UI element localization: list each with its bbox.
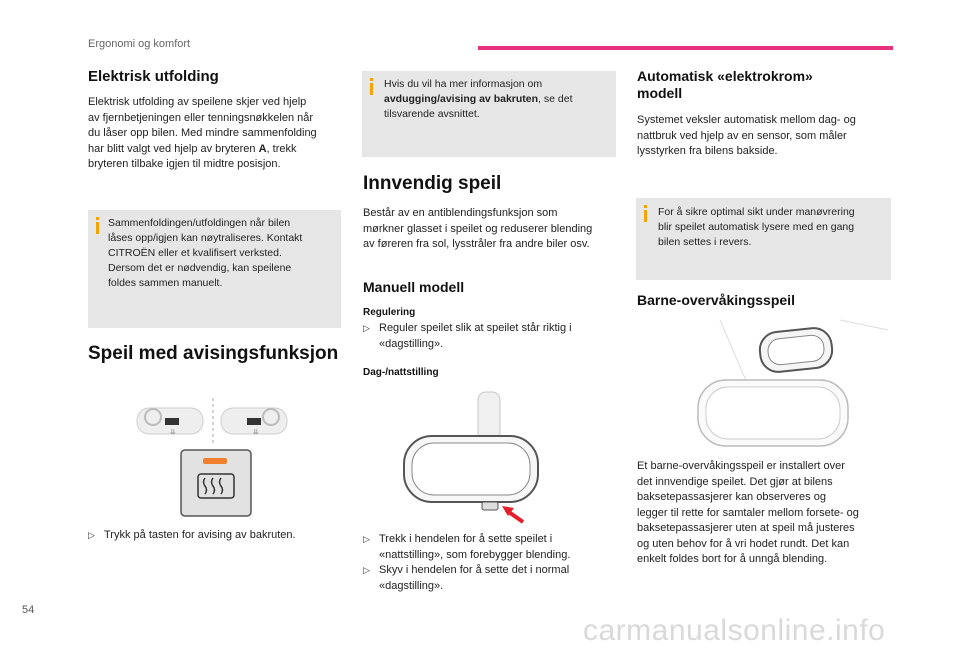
- page-number: 54: [22, 604, 35, 616]
- note-line: avdugging/avising av bakruten, se det: [384, 93, 573, 105]
- switch-a-label: A: [258, 142, 267, 155]
- text-line: Består av en antiblendingsfunksjon som: [363, 207, 558, 219]
- arrow-bullet-icon: ▷: [363, 534, 370, 544]
- child-mirror-illustration: [690, 320, 890, 450]
- note-box-folding: [88, 210, 341, 328]
- heading-innvendig-speil: Innvendig speil: [363, 173, 502, 194]
- label-regulering: Regulering: [363, 307, 416, 318]
- text-line: Systemet veksler automatisk mellom dag- og: [637, 114, 856, 126]
- info-note-icon: [96, 222, 99, 234]
- note-line: låses opp/igjen kan nøytraliseres. Kontakt: [108, 232, 303, 244]
- note-box-revers: [636, 198, 891, 280]
- label-dag-nattstilling: Dag-/nattstilling: [363, 367, 439, 378]
- watermark: carmanualsonline.info: [583, 614, 886, 647]
- note-line: blir speilet automatisk lysere med en gang: [658, 221, 855, 233]
- paragraph-auto: [637, 113, 897, 160]
- note-line: foldes sammen manuelt.: [108, 277, 223, 289]
- text-line: av føreren fra sol, lysstråler fra andre biler osv.: [363, 238, 590, 250]
- text-line: baksetepassasjerer uten at speil må justeres: [637, 522, 855, 534]
- section-title: Ergonomi og komfort: [88, 38, 191, 50]
- text-line: det innvendige speilet. Det gjør at bilens: [637, 475, 833, 488]
- info-note-icon: [644, 210, 647, 222]
- arrow-bullet-icon: ▷: [363, 323, 370, 333]
- text-line: har blitt valgt ved hjelp av bryteren A, trekk: [88, 142, 297, 155]
- bullet-avising: ▷ Trykk på tasten for avising av bakruten.: [88, 528, 348, 544]
- note-line: bilen settes i revers.: [658, 236, 752, 248]
- note-line: tilsvarende avsnittet.: [384, 108, 480, 120]
- text-line: mørkner glasset i speilet og reduserer blending: [363, 222, 593, 235]
- paragraph-elektrisk: [88, 95, 343, 173]
- paragraph-innvendig: [363, 206, 623, 253]
- paragraph-barne: [637, 459, 897, 568]
- heading-automatisk-modell: Automatisk «elektrokrom» modell: [637, 68, 813, 101]
- note-line: For å sikre optimal sikt under manøvrering: [658, 206, 855, 218]
- text-line: av fjernbetjeningen eller tenningsnøkkelen når: [88, 111, 314, 124]
- text-line: og uten behov for å vri hodet rundt. Det kan: [637, 537, 850, 550]
- text-line: baksetepassasjerer kan observeres og: [637, 491, 826, 503]
- note-line: Dersom det er nødvendig, kan speilene: [108, 262, 292, 274]
- section-accent-bar: [478, 46, 893, 50]
- text-line: du låser opp bilen. Med mindre sammenfolding: [88, 127, 317, 139]
- svg-text:⇊: ⇊: [170, 428, 176, 436]
- text-line: bryteren tilbake igjen til midtre posisjon.: [88, 158, 281, 170]
- arrow-bullet-icon: ▷: [363, 565, 370, 575]
- text-line: Elektrisk utfolding av speilene skjer ved hjelp: [88, 96, 307, 108]
- svg-text:⇊: ⇊: [253, 428, 259, 436]
- text-line: lysstyrken fra bilens bakside.: [637, 145, 778, 157]
- interior-mirror-illustration: [398, 392, 548, 527]
- text-line: Et barne-overvåkingsspeil er installert over: [637, 460, 845, 472]
- note-line: Sammenfoldingen/utfoldingen når bilen: [108, 217, 291, 229]
- note-line: CITROËN eller et kvalifisert verksted.: [108, 247, 282, 259]
- arrow-bullet-icon: ▷: [88, 530, 95, 540]
- mirror-defrost-illustration: [135, 398, 295, 518]
- heading-speil-med-avising: Speil med avisingsfunksjon: [88, 343, 339, 364]
- bullet-dag: ▷ Skyv i hendelen for å sette det i normal «dagstilling».: [363, 564, 570, 592]
- text-line: nattbruk ved hjelp av en sensor, som måler: [637, 129, 847, 142]
- heading-elektrisk-utfolding: Elektrisk utfolding: [88, 68, 219, 85]
- note-line: Hvis du vil ha mer informasjon om: [384, 78, 543, 90]
- note-box-avdugging: [362, 71, 616, 157]
- text-line: enkelt foldes bort for å unngå blending.: [637, 553, 828, 565]
- info-note-icon: [370, 83, 373, 95]
- bullet-natt: ▷ Trekk i hendelen for å sette speilet i «nattstilling», som forebygger blending.: [363, 533, 571, 561]
- bullet-regulering: ▷ Reguler speilet slik at speilet står riktig i «dagstilling».: [363, 322, 572, 350]
- text-line: legger til rette for samtaler mellom forsete- og: [637, 506, 859, 519]
- heading-barne-overvaking: Barne-overvåkingsspeil: [637, 292, 795, 308]
- heading-manuell-modell: Manuell modell: [363, 279, 465, 295]
